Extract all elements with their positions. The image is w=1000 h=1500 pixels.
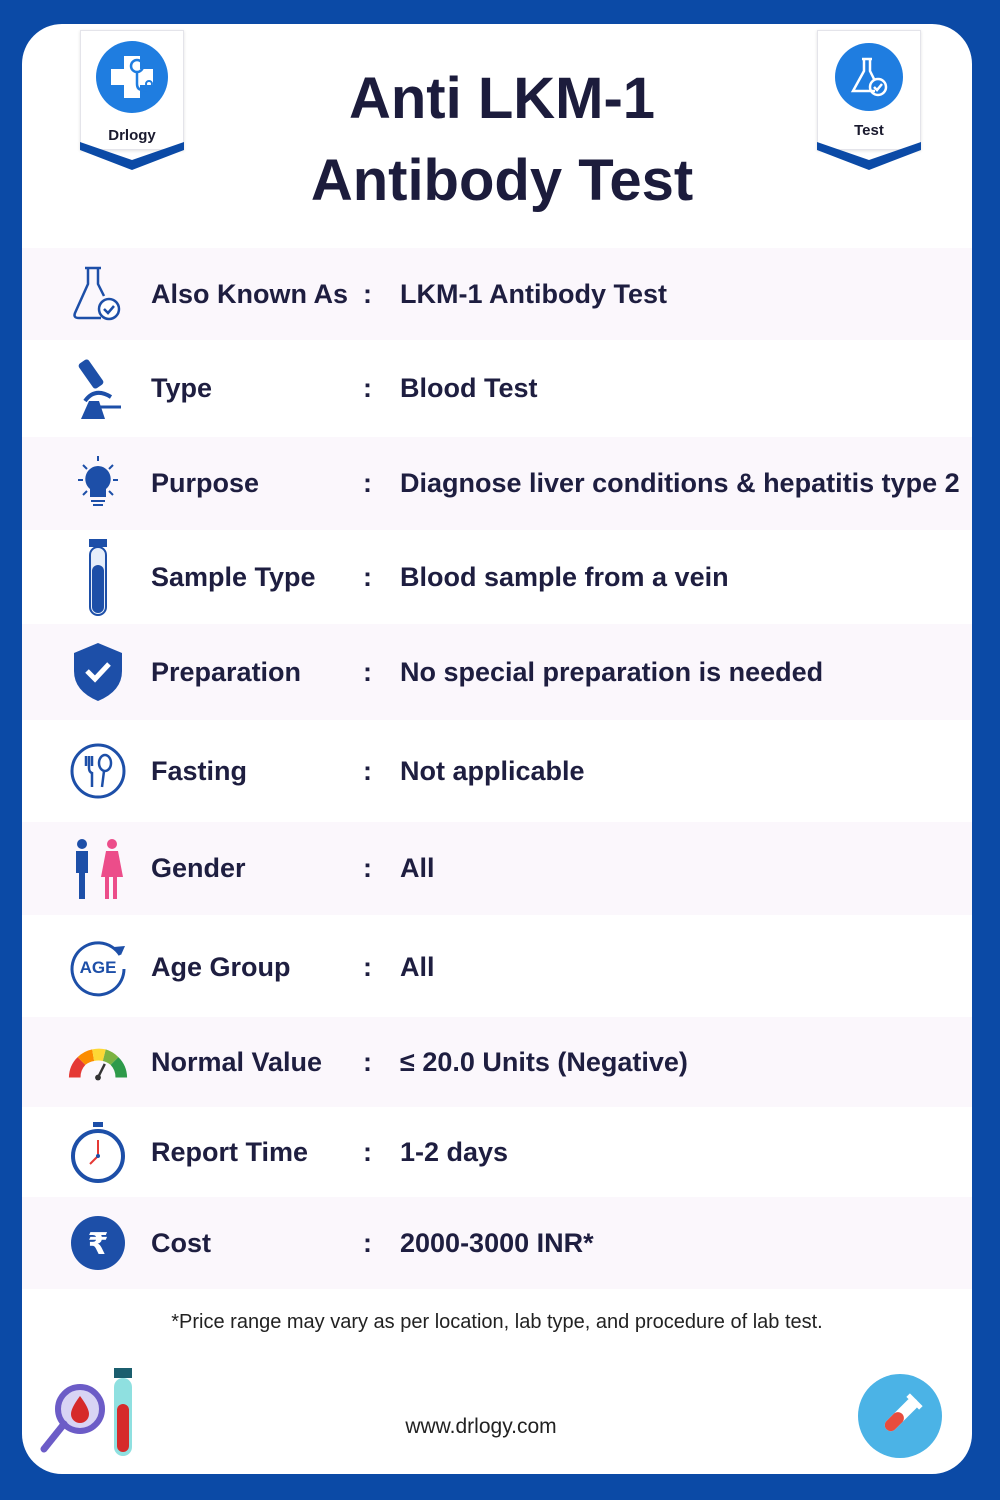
price-disclaimer: *Price range may vary as per location, lab type, and procedure of lab test. — [171, 1311, 823, 1333]
row-label: Normal Value — [151, 1046, 323, 1077]
test-tube-icon — [66, 545, 130, 609]
fork-spoon-icon — [66, 739, 130, 803]
row-label: Sample Type — [151, 561, 316, 592]
male-female-icon — [66, 837, 130, 901]
rupee-icon — [66, 1211, 130, 1275]
info-row-cost — [22, 1197, 972, 1289]
website-link[interactable]: www.drlogy.com — [405, 1415, 557, 1438]
test-tube-button-icon — [858, 1374, 942, 1458]
info-row-preparation — [22, 624, 972, 720]
info-row-type — [22, 340, 972, 437]
gauge-icon — [66, 1030, 130, 1094]
medical-cross-icon — [96, 41, 168, 113]
row-label: Cost — [151, 1227, 211, 1258]
row-label: Preparation — [151, 656, 302, 687]
info-row-fasting — [22, 720, 972, 822]
info-row-age-group — [22, 917, 972, 1017]
row-label: Report Time — [151, 1136, 309, 1167]
badge-label: Drlogy — [108, 127, 156, 144]
info-row-purpose — [22, 437, 972, 530]
flask-check-icon — [66, 262, 130, 326]
row-value: Blood Test — [400, 373, 538, 403]
title-line-1: Anti LKM-1 — [348, 66, 656, 131]
row-value: 2000-3000 INR* — [400, 1227, 594, 1258]
row-separator: : — [363, 755, 372, 786]
drlogy-logo-badge[interactable] — [80, 30, 184, 170]
row-value: Diagnose liver conditions & hepatitis type 2 — [400, 468, 960, 498]
lightbulb-icon — [66, 452, 130, 516]
row-separator: : — [363, 468, 372, 498]
row-label: Age Group — [151, 951, 291, 982]
shield-check-icon — [66, 640, 130, 704]
row-separator: : — [363, 373, 372, 403]
row-separator: : — [363, 1136, 372, 1167]
info-row-report-time — [22, 1107, 972, 1197]
row-separator: : — [363, 951, 372, 982]
row-value: 1-2 days — [400, 1136, 509, 1167]
row-separator: : — [363, 1227, 372, 1258]
row-value: Blood sample from a vein — [400, 561, 729, 592]
row-label: Purpose — [151, 468, 260, 498]
row-separator: : — [363, 656, 372, 687]
row-separator: : — [363, 561, 372, 592]
row-label: Type — [151, 373, 213, 403]
blood-test-illustration — [40, 1364, 140, 1464]
title-line-2: Antibody Test — [310, 148, 694, 213]
flask-icon — [835, 43, 903, 111]
row-value: No special preparation is needed — [400, 656, 824, 687]
page-title — [222, 58, 782, 222]
age-icon — [66, 935, 130, 999]
row-separator: : — [363, 1046, 372, 1077]
row-value: ≤ 20.0 Units (Negative) — [400, 1046, 688, 1077]
row-value: Not applicable — [400, 755, 585, 786]
stopwatch-icon — [66, 1120, 130, 1184]
row-value: All — [400, 853, 435, 883]
info-row-also-known-as — [22, 248, 972, 340]
info-row-gender — [22, 822, 972, 915]
svg-text:₹: ₹ — [87, 1227, 109, 1262]
infographic-card — [22, 24, 972, 1474]
row-label: Fasting — [151, 755, 248, 786]
row-label: Also Known As — [151, 278, 349, 309]
info-row-normal-value — [22, 1017, 972, 1107]
info-row-sample-type — [22, 530, 972, 624]
svg-text:AGE: AGE — [79, 958, 117, 977]
microscope-icon — [66, 357, 130, 421]
test-badge — [817, 30, 921, 170]
row-label: Gender — [151, 853, 246, 883]
row-separator: : — [363, 278, 372, 309]
badge-label: Test — [854, 122, 884, 139]
row-value: LKM-1 Antibody Test — [400, 278, 667, 309]
row-value: All — [400, 951, 435, 982]
row-separator: : — [363, 853, 372, 883]
